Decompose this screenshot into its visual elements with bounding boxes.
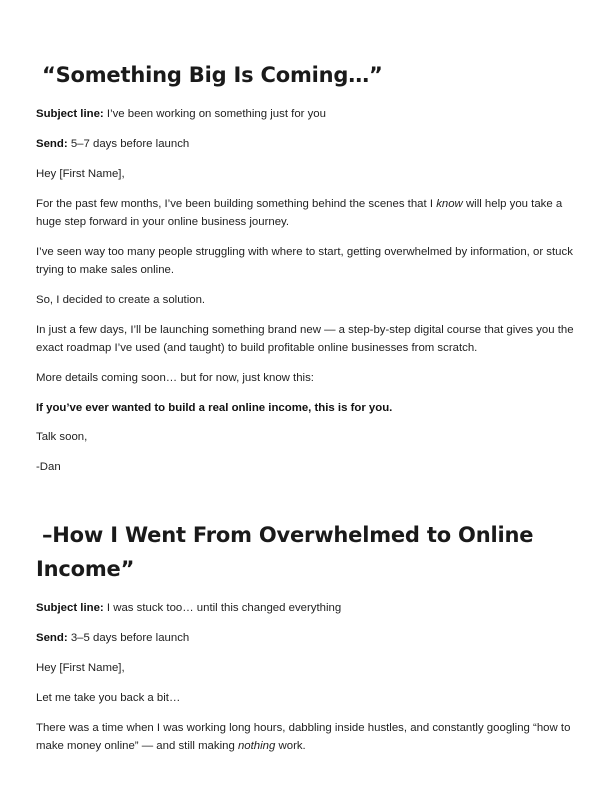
email-2-greeting: Hey [First Name], [36, 662, 125, 674]
email-1-highlight: If you’ve ever wanted to build a real online income, this is for you. [36, 402, 393, 414]
subject-label: Subject line: [36, 108, 104, 120]
email-1-subject-line: Subject line: I’ve been working on something just for you [36, 108, 326, 120]
subject-label: Subject line: [36, 602, 104, 614]
email-1-title: “Something Big Is Coming…” [42, 63, 383, 87]
send-label: Send: [36, 138, 68, 150]
email-2-send-timing: Send: 3–5 days before launch [36, 632, 190, 644]
email-1-signoff: Talk soon, [36, 431, 88, 443]
email-1-greeting: Hey [First Name], [36, 168, 125, 180]
email-2-title: –How I Went From Overwhelmed to Online Income” [36, 523, 534, 581]
email-2-paragraph: Let me take you back a bit… [36, 692, 181, 704]
email-1-send-timing: Send: 5–7 days before launch [36, 138, 190, 150]
email-2-subject-line: Subject line: I was stuck too… until this changed everything [36, 602, 342, 614]
email-1-paragraph: More details coming soon… but for now, just know this: [36, 372, 314, 384]
email-2-paragraph: There was a time when I was working long hours, dabbling inside hustles, and constantly googling “how to make money online” — and still making nothing work. [36, 722, 571, 752]
email-1-paragraph: I’ve seen way too many people struggling with where to start, getting overwhelmed by information, or stuck trying to make sales online. [36, 246, 573, 276]
email-1-signature: -Dan [36, 461, 61, 473]
email-1-paragraph: For the past few months, I’ve been building something behind the scenes that I know will help you take a huge step forward in your online business journey. [36, 198, 563, 228]
email-1-paragraph: In just a few days, I’ll be launching something brand new — a step-by-step digital course that gives you the exact roadmap I’ve used (and taught) to build profitable online businesses from scratch. [36, 324, 574, 354]
send-label: Send: [36, 632, 68, 644]
email-1-paragraph: So, I decided to create a solution. [36, 294, 206, 306]
